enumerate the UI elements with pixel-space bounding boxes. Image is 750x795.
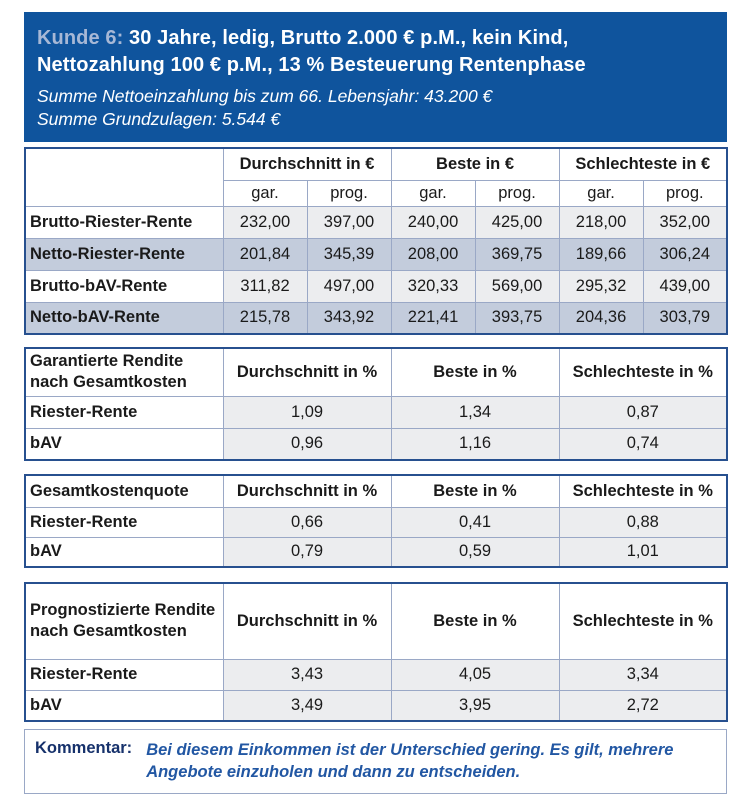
value-cell: 3,34 [559, 659, 727, 690]
value-cell: 0,41 [391, 507, 559, 537]
value-cell: 0,59 [391, 537, 559, 567]
customer-label: Kunde 6: [37, 27, 124, 49]
group-header-row [25, 148, 727, 180]
table-row-bav [25, 428, 727, 460]
table-row-brutto-bav [25, 270, 727, 302]
column-header-schlechteste: Schlechteste in % [559, 583, 727, 659]
value-cell: 369,75 [475, 238, 559, 270]
value-cell: 0,88 [559, 507, 727, 537]
value-cell: 295,32 [559, 270, 643, 302]
value-cell: 311,82 [223, 270, 307, 302]
summary-nettoeinzahlung: Summe Nettoeinzahlung bis zum 66. Lebensjahr: 43.200 € [37, 86, 493, 106]
prognostizierte-rendite-table [24, 582, 728, 722]
monthly-pension-table [24, 147, 728, 335]
garantierte-rendite-table [24, 347, 728, 461]
header-row [25, 348, 727, 396]
value-cell: 345,39 [307, 238, 391, 270]
header-row [25, 475, 727, 507]
header-summaries [37, 85, 713, 131]
value-cell: 320,33 [391, 270, 475, 302]
value-cell: 0,66 [223, 507, 391, 537]
row-label: bAV [25, 537, 223, 567]
table-row-riester [25, 659, 727, 690]
value-cell: 425,00 [475, 206, 559, 238]
comment-text: Bei diesem Einkommen ist der Unterschied gering. Es gilt, mehrere Angebote einzuholen und dann zu entscheiden. [146, 741, 674, 781]
column-header-durchschnitt: Durchschnitt in % [223, 348, 391, 396]
sub-header-gar: gar. [559, 180, 643, 206]
value-cell: 240,00 [391, 206, 475, 238]
value-cell: 0,87 [559, 396, 727, 428]
header-row [25, 583, 727, 659]
header-line-1 [37, 25, 713, 52]
content-area [24, 12, 727, 795]
sub-header-prog: prog. [643, 180, 727, 206]
column-header-durchschnitt: Durchschnitt in % [223, 475, 391, 507]
value-cell: 0,74 [559, 428, 727, 460]
value-cell: 3,43 [223, 659, 391, 690]
comment-label: Kommentar: [35, 739, 133, 757]
value-cell: 303,79 [643, 302, 727, 334]
value-cell: 221,41 [391, 302, 475, 334]
row-label: bAV [25, 428, 223, 460]
header-line-1-text: 30 Jahre, ledig, Brutto 2.000 € p.M., kein Kind, [129, 27, 569, 49]
row-label: Netto-bAV-Rente [25, 302, 223, 334]
sub-header-gar: gar. [391, 180, 475, 206]
value-cell: 215,78 [223, 302, 307, 334]
value-cell: 1,16 [391, 428, 559, 460]
row-label: bAV [25, 690, 223, 721]
summary-grundzulagen: Summe Grundzulagen: 5.544 € [37, 109, 281, 129]
empty-corner-cell [25, 148, 223, 206]
row-label: Netto-Riester-Rente [25, 238, 223, 270]
sub-header-prog: prog. [307, 180, 391, 206]
gesamtkostenquote-table [24, 474, 728, 568]
sub-header-prog: prog. [475, 180, 559, 206]
table-row-netto-bav [25, 302, 727, 334]
value-cell: 204,36 [559, 302, 643, 334]
table-row-bav [25, 690, 727, 721]
value-cell: 201,84 [223, 238, 307, 270]
value-cell: 1,09 [223, 396, 391, 428]
value-cell: 208,00 [391, 238, 475, 270]
value-cell: 0,79 [223, 537, 391, 567]
row-label: Riester-Rente [25, 396, 223, 428]
value-cell: 218,00 [559, 206, 643, 238]
sub-header-gar: gar. [223, 180, 307, 206]
table-row-brutto-riester [25, 206, 727, 238]
value-cell: 393,75 [475, 302, 559, 334]
table-row-riester [25, 507, 727, 537]
value-cell: 3,49 [223, 690, 391, 721]
value-cell: 352,00 [643, 206, 727, 238]
value-cell: 4,05 [391, 659, 559, 690]
row-label: Brutto-bAV-Rente [25, 270, 223, 302]
value-cell: 232,00 [223, 206, 307, 238]
table-title: Garantierte Rendite nach Gesamtkosten [25, 348, 223, 396]
value-cell: 1,34 [391, 396, 559, 428]
table-title: Prognostizierte Rendite nach Gesamtkosten [25, 583, 223, 659]
customer-header-panel [24, 12, 727, 142]
value-cell: 189,66 [559, 238, 643, 270]
table-title: Gesamtkostenquote [25, 475, 223, 507]
column-header-beste: Beste in % [391, 583, 559, 659]
column-header-beste: Beste in % [391, 475, 559, 507]
value-cell: 397,00 [307, 206, 391, 238]
value-cell: 343,92 [307, 302, 391, 334]
table-row-bav [25, 537, 727, 567]
value-cell: 2,72 [559, 690, 727, 721]
column-header-schlechteste: Schlechteste in % [559, 348, 727, 396]
row-label: Riester-Rente [25, 659, 223, 690]
value-cell: 3,95 [391, 690, 559, 721]
comment-box [24, 729, 727, 794]
column-group-durchschnitt: Durchschnitt in € [223, 148, 391, 180]
table-row-netto-riester [25, 238, 727, 270]
column-group-beste: Beste in € [391, 148, 559, 180]
row-label: Riester-Rente [25, 507, 223, 537]
header-line-2: Nettozahlung 100 € p.M., 13 % Besteuerung Rentenphase [37, 54, 586, 76]
row-label: Brutto-Riester-Rente [25, 206, 223, 238]
column-header-beste: Beste in % [391, 348, 559, 396]
value-cell: 497,00 [307, 270, 391, 302]
value-cell: 569,00 [475, 270, 559, 302]
value-cell: 306,24 [643, 238, 727, 270]
value-cell: 1,01 [559, 537, 727, 567]
column-group-schlechteste: Schlechteste in € [559, 148, 727, 180]
value-cell: 439,00 [643, 270, 727, 302]
value-cell: 0,96 [223, 428, 391, 460]
table-row-riester [25, 396, 727, 428]
column-header-durchschnitt: Durchschnitt in % [223, 583, 391, 659]
column-header-schlechteste: Schlechteste in % [559, 475, 727, 507]
